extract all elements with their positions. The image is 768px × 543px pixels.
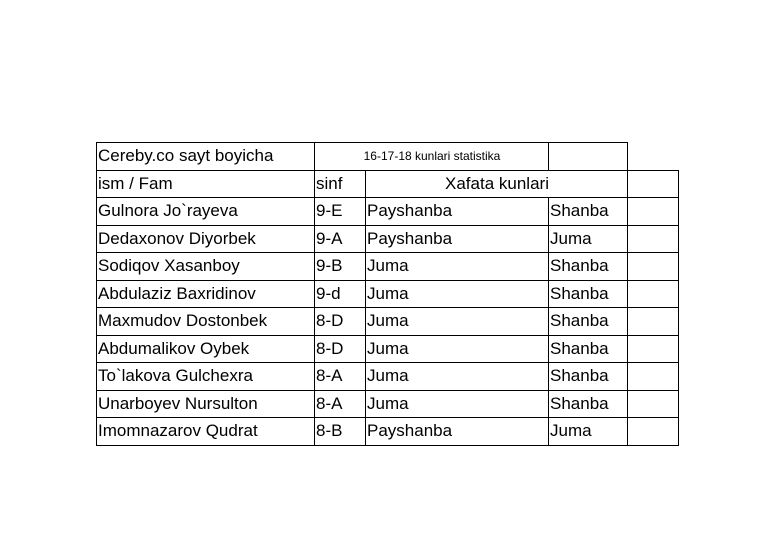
table-row bbox=[97, 418, 679, 446]
name-cell[interactable]: To`lakova Gulchexra bbox=[97, 363, 315, 391]
spreadsheet-table-container bbox=[96, 142, 679, 446]
extra-cell[interactable] bbox=[628, 225, 679, 253]
column-header-days[interactable]: Xafata kunlari bbox=[366, 170, 628, 198]
empty-outside-cell bbox=[628, 143, 679, 171]
day2-cell[interactable]: Shanba bbox=[549, 280, 628, 308]
name-cell[interactable]: Gulnora Jo`rayeva bbox=[97, 198, 315, 226]
day2-cell[interactable]: Juma bbox=[549, 225, 628, 253]
extra-cell[interactable] bbox=[628, 253, 679, 281]
day1-cell[interactable]: Juma bbox=[366, 390, 549, 418]
sinf-cell[interactable]: 8-A bbox=[315, 363, 366, 391]
sinf-cell[interactable]: 8-D bbox=[315, 308, 366, 336]
table-row bbox=[97, 308, 679, 336]
day1-cell[interactable]: Juma bbox=[366, 363, 549, 391]
extra-cell[interactable] bbox=[628, 363, 679, 391]
table-row bbox=[97, 225, 679, 253]
sinf-cell[interactable]: 8-B bbox=[315, 418, 366, 446]
table-row bbox=[97, 390, 679, 418]
table-row bbox=[97, 335, 679, 363]
sinf-cell[interactable]: 9-A bbox=[315, 225, 366, 253]
day1-cell[interactable]: Juma bbox=[366, 280, 549, 308]
sinf-cell[interactable]: 8-D bbox=[315, 335, 366, 363]
extra-cell[interactable] bbox=[628, 335, 679, 363]
name-cell[interactable]: Abdulaziz Baxridinov bbox=[97, 280, 315, 308]
day2-cell[interactable]: Shanba bbox=[549, 363, 628, 391]
table-row bbox=[97, 198, 679, 226]
name-cell[interactable]: Maxmudov Dostonbek bbox=[97, 308, 315, 336]
table-row bbox=[97, 363, 679, 391]
day1-cell[interactable]: Juma bbox=[366, 253, 549, 281]
day2-cell[interactable]: Shanba bbox=[549, 308, 628, 336]
day1-cell[interactable]: Payshanba bbox=[366, 418, 549, 446]
column-header-sinf[interactable]: sinf bbox=[315, 170, 366, 198]
statistics-table bbox=[96, 142, 679, 446]
day1-cell[interactable]: Payshanba bbox=[366, 198, 549, 226]
extra-cell[interactable] bbox=[628, 280, 679, 308]
header-row-title bbox=[97, 143, 679, 171]
table-row bbox=[97, 280, 679, 308]
name-cell[interactable]: Imomnazarov Qudrat bbox=[97, 418, 315, 446]
table-row bbox=[97, 253, 679, 281]
source-cell[interactable]: Cereby.co sayt boyicha bbox=[97, 143, 315, 171]
column-header-extra[interactable] bbox=[628, 170, 679, 198]
day1-cell[interactable]: Juma bbox=[366, 308, 549, 336]
column-header-name[interactable]: ism / Fam bbox=[97, 170, 315, 198]
extra-cell[interactable] bbox=[628, 198, 679, 226]
header-row-columns bbox=[97, 170, 679, 198]
day2-cell[interactable]: Shanba bbox=[549, 253, 628, 281]
day2-cell[interactable]: Juma bbox=[549, 418, 628, 446]
name-cell[interactable]: Dedaxonov Diyorbek bbox=[97, 225, 315, 253]
day2-cell[interactable]: Shanba bbox=[549, 198, 628, 226]
sinf-cell[interactable]: 9-d bbox=[315, 280, 366, 308]
day1-cell[interactable]: Payshanba bbox=[366, 225, 549, 253]
extra-cell[interactable] bbox=[628, 308, 679, 336]
name-cell[interactable]: Sodiqov Xasanboy bbox=[97, 253, 315, 281]
stats-period-cell[interactable]: 16-17-18 kunlari statistika bbox=[315, 143, 549, 171]
sinf-cell[interactable]: 9-B bbox=[315, 253, 366, 281]
extra-cell[interactable] bbox=[628, 390, 679, 418]
sinf-cell[interactable]: 8-A bbox=[315, 390, 366, 418]
day1-cell[interactable]: Juma bbox=[366, 335, 549, 363]
name-cell[interactable]: Unarboyev Nursulton bbox=[97, 390, 315, 418]
name-cell[interactable]: Abdumalikov Oybek bbox=[97, 335, 315, 363]
day2-cell[interactable]: Shanba bbox=[549, 390, 628, 418]
sinf-cell[interactable]: 9-E bbox=[315, 198, 366, 226]
empty-header-cell[interactable] bbox=[549, 143, 628, 171]
day2-cell[interactable]: Shanba bbox=[549, 335, 628, 363]
extra-cell[interactable] bbox=[628, 418, 679, 446]
